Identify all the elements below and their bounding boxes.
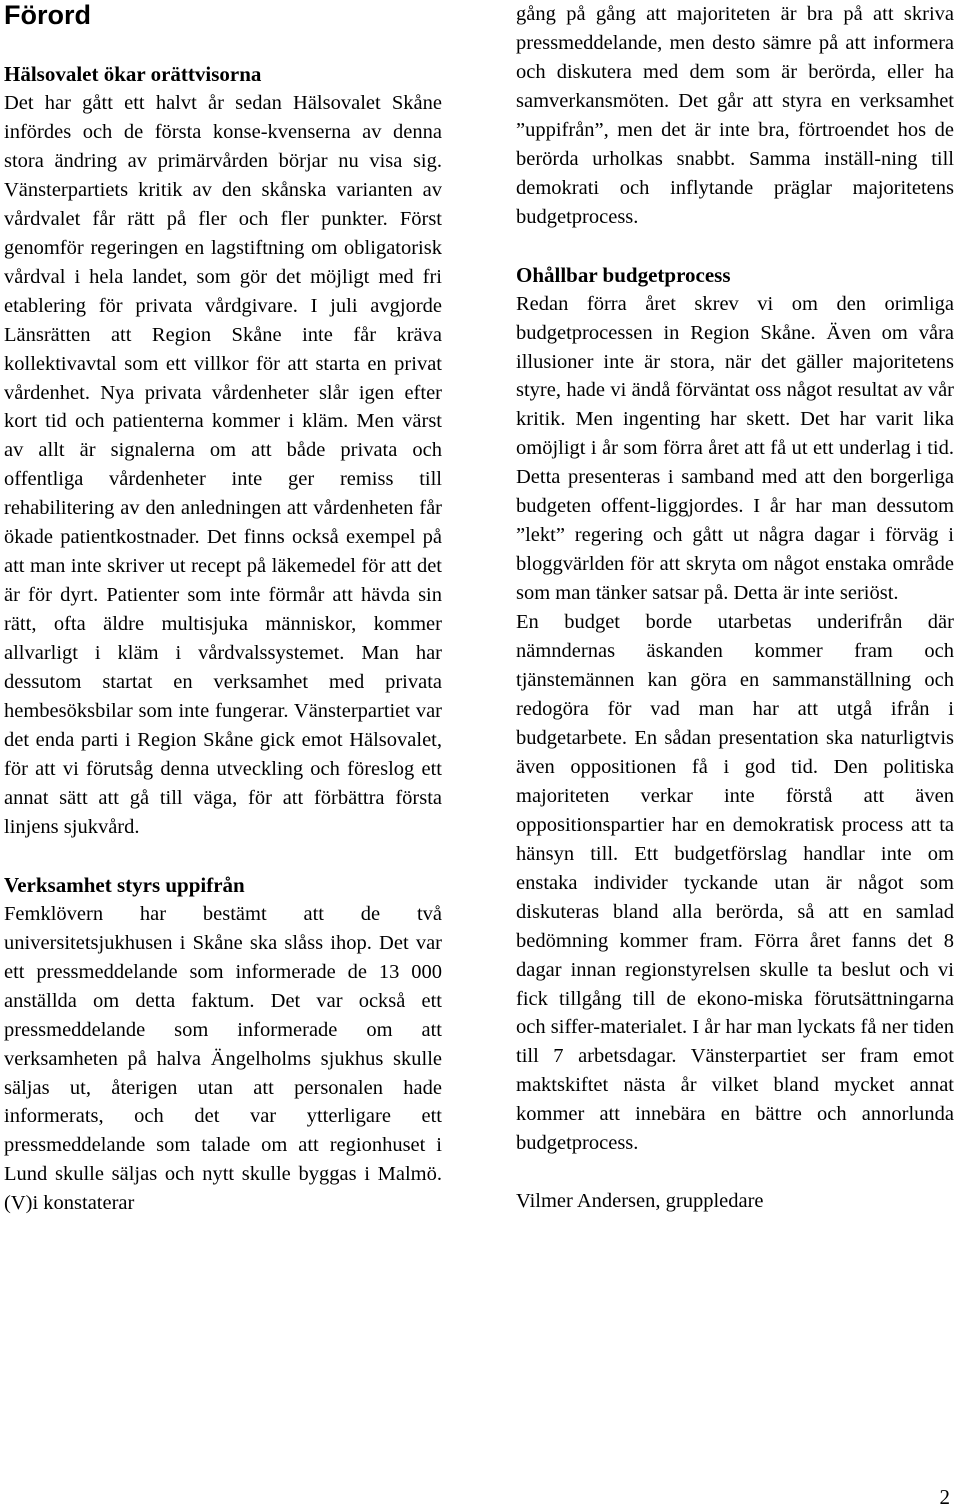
- section-heading-halsovalet: Hälsovalet ökar orättvisorna: [4, 62, 262, 86]
- right-column: [516, 0, 954, 1216]
- page-number: 2: [939, 1485, 950, 1509]
- section-heading-budgetprocess: Ohållbar budgetprocess: [516, 262, 731, 287]
- paragraph-budgetprocess-2: En budget borde utarbetas underifrån där nämndernas äskanden kommer fram och tjänstemännen kan göra en sammanställning och redogöra för vad man har att utgå ifrån i budgetarbete. En sådan presentation ska naturligtvis även oppositionen få i god tid. Den politiska majoriteten verkar inte förstå att även oppositionspartier har en demokratisk process att ta hänsyn till. Ett budgetförslag handlar inte om enstaka individer tyckande utan är något som diskuteras bland alla berörda, så att en samlad bedömning kommer fram. Förra året fanns det 8 dagar innan regionstyrelsen skulle ta beslut och vi fick tillgång till de ekono-miska förutsättningarna och siffer-materialet. I år har man lyckats få ner tiden till 7 arbetsdagar. Vänsterpartiet ser fram emot maktskiftet nästa år vilket bland mycket annat kommer att innebära en bättre och annorlunda budgetprocess.: [516, 611, 954, 1155]
- paragraph-verksamhet: Femklövern har bestämt att de två universitetsjukhusen i Skåne ska slåss ihop. Det var ett pressmeddelande som informerade de 13 000 anställda om detta faktum. Det var också ett pressmeddelande som informerade om att verksamheten på halva Ängelholms sjukhus skulle säljas ut, återigen utan att personalen hade informerats, och det var ytterligare ett pressmeddelande som talade om att regionhuset i Lund skulle säljas och nytt skulle byggas i Malmö. (V)i konstaterar: [4, 902, 442, 1215]
- spacer: [516, 232, 954, 261]
- paragraph-budgetprocess-1: Redan förra året skrev vi om den orimliga budgetprocessen in Region Skåne. Även om våra illusioner inte är stora, när det gäller majoritetens styre, hade vi ändå förväntat oss något resultat av vår kritik. Men ingenting har skett. Det har varit lika omöjligt i år som förra året att få ut ett underlag i tid. Detta presenteras i samband med att den borgerliga budgeten offent-liggjordes. I år har man dessutom ”lekt” regering och gått ut några dagar i förväg i bloggvärlden för att skryta om något enstaka område som man tänker satsar på. Detta är inte seriöst.: [516, 292, 954, 605]
- spacer: [4, 842, 442, 871]
- page-title: Förord: [4, 0, 91, 30]
- paragraph-halsovalet: Det har gått ett halvt år sedan Hälsovalet Skåne infördes och de första konse-kvenserna av denna stora ändring av primärvården börjar nu visa sig. Vänsterpartiets kritik av den skånska varianten av vårdvalet får rätt på fler och fler punkter. Först genomför regeringen en lagstiftning om obligatorisk vårdval i hela landet, som gör det möjligt med fri etablering för privata vårdgivare. I juli avgjorde Länsrätten att Region Skåne inte får kräva kollektivavtal som ett villkor för att starta en privat vårdenhet. Nya privata vårdenheter slår igen efter kort tid och patienterna kommer i kläm. Men värst av allt är signalerna om att både privata och offentliga vårdenheter inte ger remiss till rehabilitering av den anledningen att vårdenheten får ökade patientkostnader. Det finns också exempel på att man inte skriver ut recept på läkemedel för att det är för dyrt. Patienter som inte förmår att hävda sin rätt, ofta äldre multisjuka människor, kommer allvarligt i kläm i vårdvalssystemet. Man har dessutom startat en verksamhet med privata hembesöksbilar som inte fungerar. Vänsterpartiet var det enda parti i Region Skåne gick emot Hälsovalet, för att vi förutsåg denna utveckling och föreslog ett annat sätt att gå till väga, för att förbättra första linjens sjukvård.: [4, 92, 442, 838]
- spacer: [4, 30, 442, 60]
- left-column: [4, 0, 442, 1218]
- section-heading-verksamhet: Verksamhet styrs uppifrån: [4, 872, 245, 897]
- spacer: [516, 1158, 954, 1187]
- paragraph-verksamhet-continued: gång på gång att majoriteten är bra på att skriva pressmeddelande, men desto sämre på att informera och diskutera med dem som är berörda, eller ha samverkansmöten. Det går att styra en verksamhet ”uppifrån”, men det är inte bra, förtroendet hos de berörda urholkas snabbt. Samma inställ-ning till demokrati och inflytande präglar majoritetens budgetprocess.: [516, 3, 954, 228]
- signature: Vilmer Andersen, gruppledare: [516, 1190, 764, 1213]
